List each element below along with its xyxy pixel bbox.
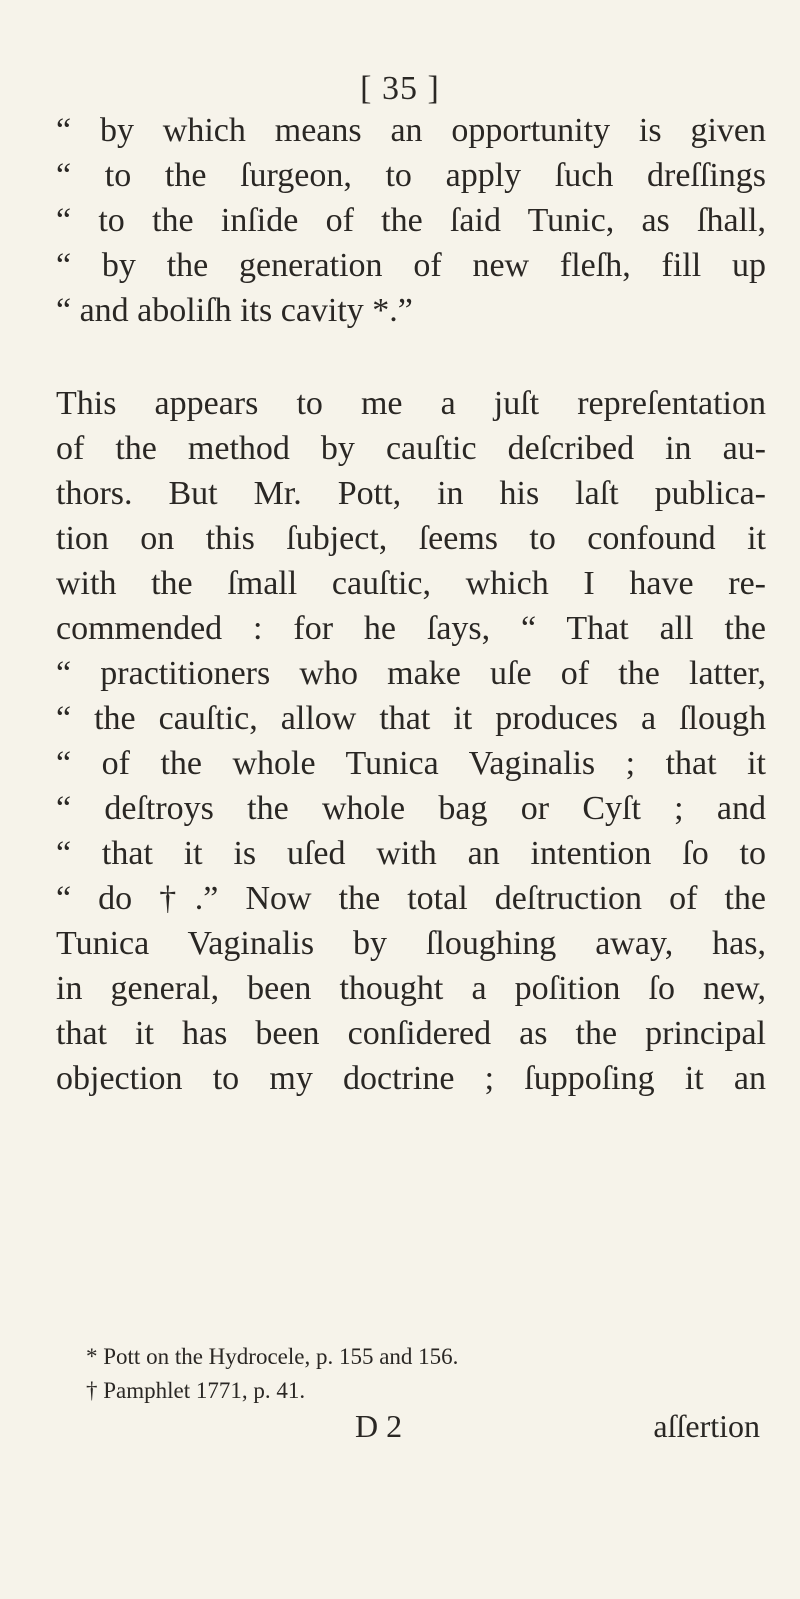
text-line: “ to the ſurgeon, to apply ſuch dreſſings	[56, 157, 766, 194]
text-line: commended : for he ſays, “ That all the	[56, 610, 766, 647]
text-line: tion on this ſubject, ſeems to confound it	[56, 520, 766, 557]
footnotes	[56, 1340, 766, 1408]
signature-mark: D 2	[355, 1408, 403, 1444]
text-line: “ practitioners who make uſe of the latter,	[56, 655, 766, 692]
text-line: that it has been conſidered as the principal	[56, 1015, 766, 1052]
page-footer	[0, 1408, 800, 1448]
text-line: “ to the inſide of the ſaid Tunic, as ſhall,	[56, 202, 766, 239]
text-line: objection to my doctrine ; ſuppoſing it an	[56, 1060, 766, 1097]
footnote: † Pamphlet 1771, p. 41.	[86, 1378, 306, 1403]
text-line: “ deſtroys the whole bag or Cyſt ; and	[56, 790, 766, 827]
text-line: of the method by cauſtic deſcribed in au-	[56, 430, 766, 467]
text-line: “ by which means an opportunity is given	[56, 112, 766, 149]
text-line: Tunica Vaginalis by ſloughing away, has,	[56, 925, 766, 962]
text-line: with the ſmall cauſtic, which I have re-	[56, 565, 766, 602]
text-line: “ of the whole Tunica Vaginalis ; that it	[56, 745, 766, 782]
text-line: “ by the generation of new fleſh, fill up	[56, 247, 766, 284]
text-line: “ do †.” Now the total deſtruction of the	[56, 880, 766, 917]
body-text	[56, 108, 766, 1101]
text-line: “ the cauſtic, allow that it produces a ſlough	[56, 700, 766, 737]
text-line: in general, been thought a poſition ſo new,	[56, 970, 766, 1007]
text-line: “ and aboliſh its cavity *.”	[56, 292, 413, 329]
text-line: This appears to me a juſt repreſentation	[56, 385, 766, 422]
footnote: * Pott on the Hydrocele, p. 155 and 156.	[86, 1344, 459, 1369]
page-number: [ 35 ]	[360, 70, 440, 107]
catchword: aſſertion	[653, 1408, 760, 1444]
text-line: thors. But Mr. Pott, in his laſt publica-	[56, 475, 766, 512]
text-line: “ that it is uſed with an intention ſo to	[56, 835, 766, 872]
